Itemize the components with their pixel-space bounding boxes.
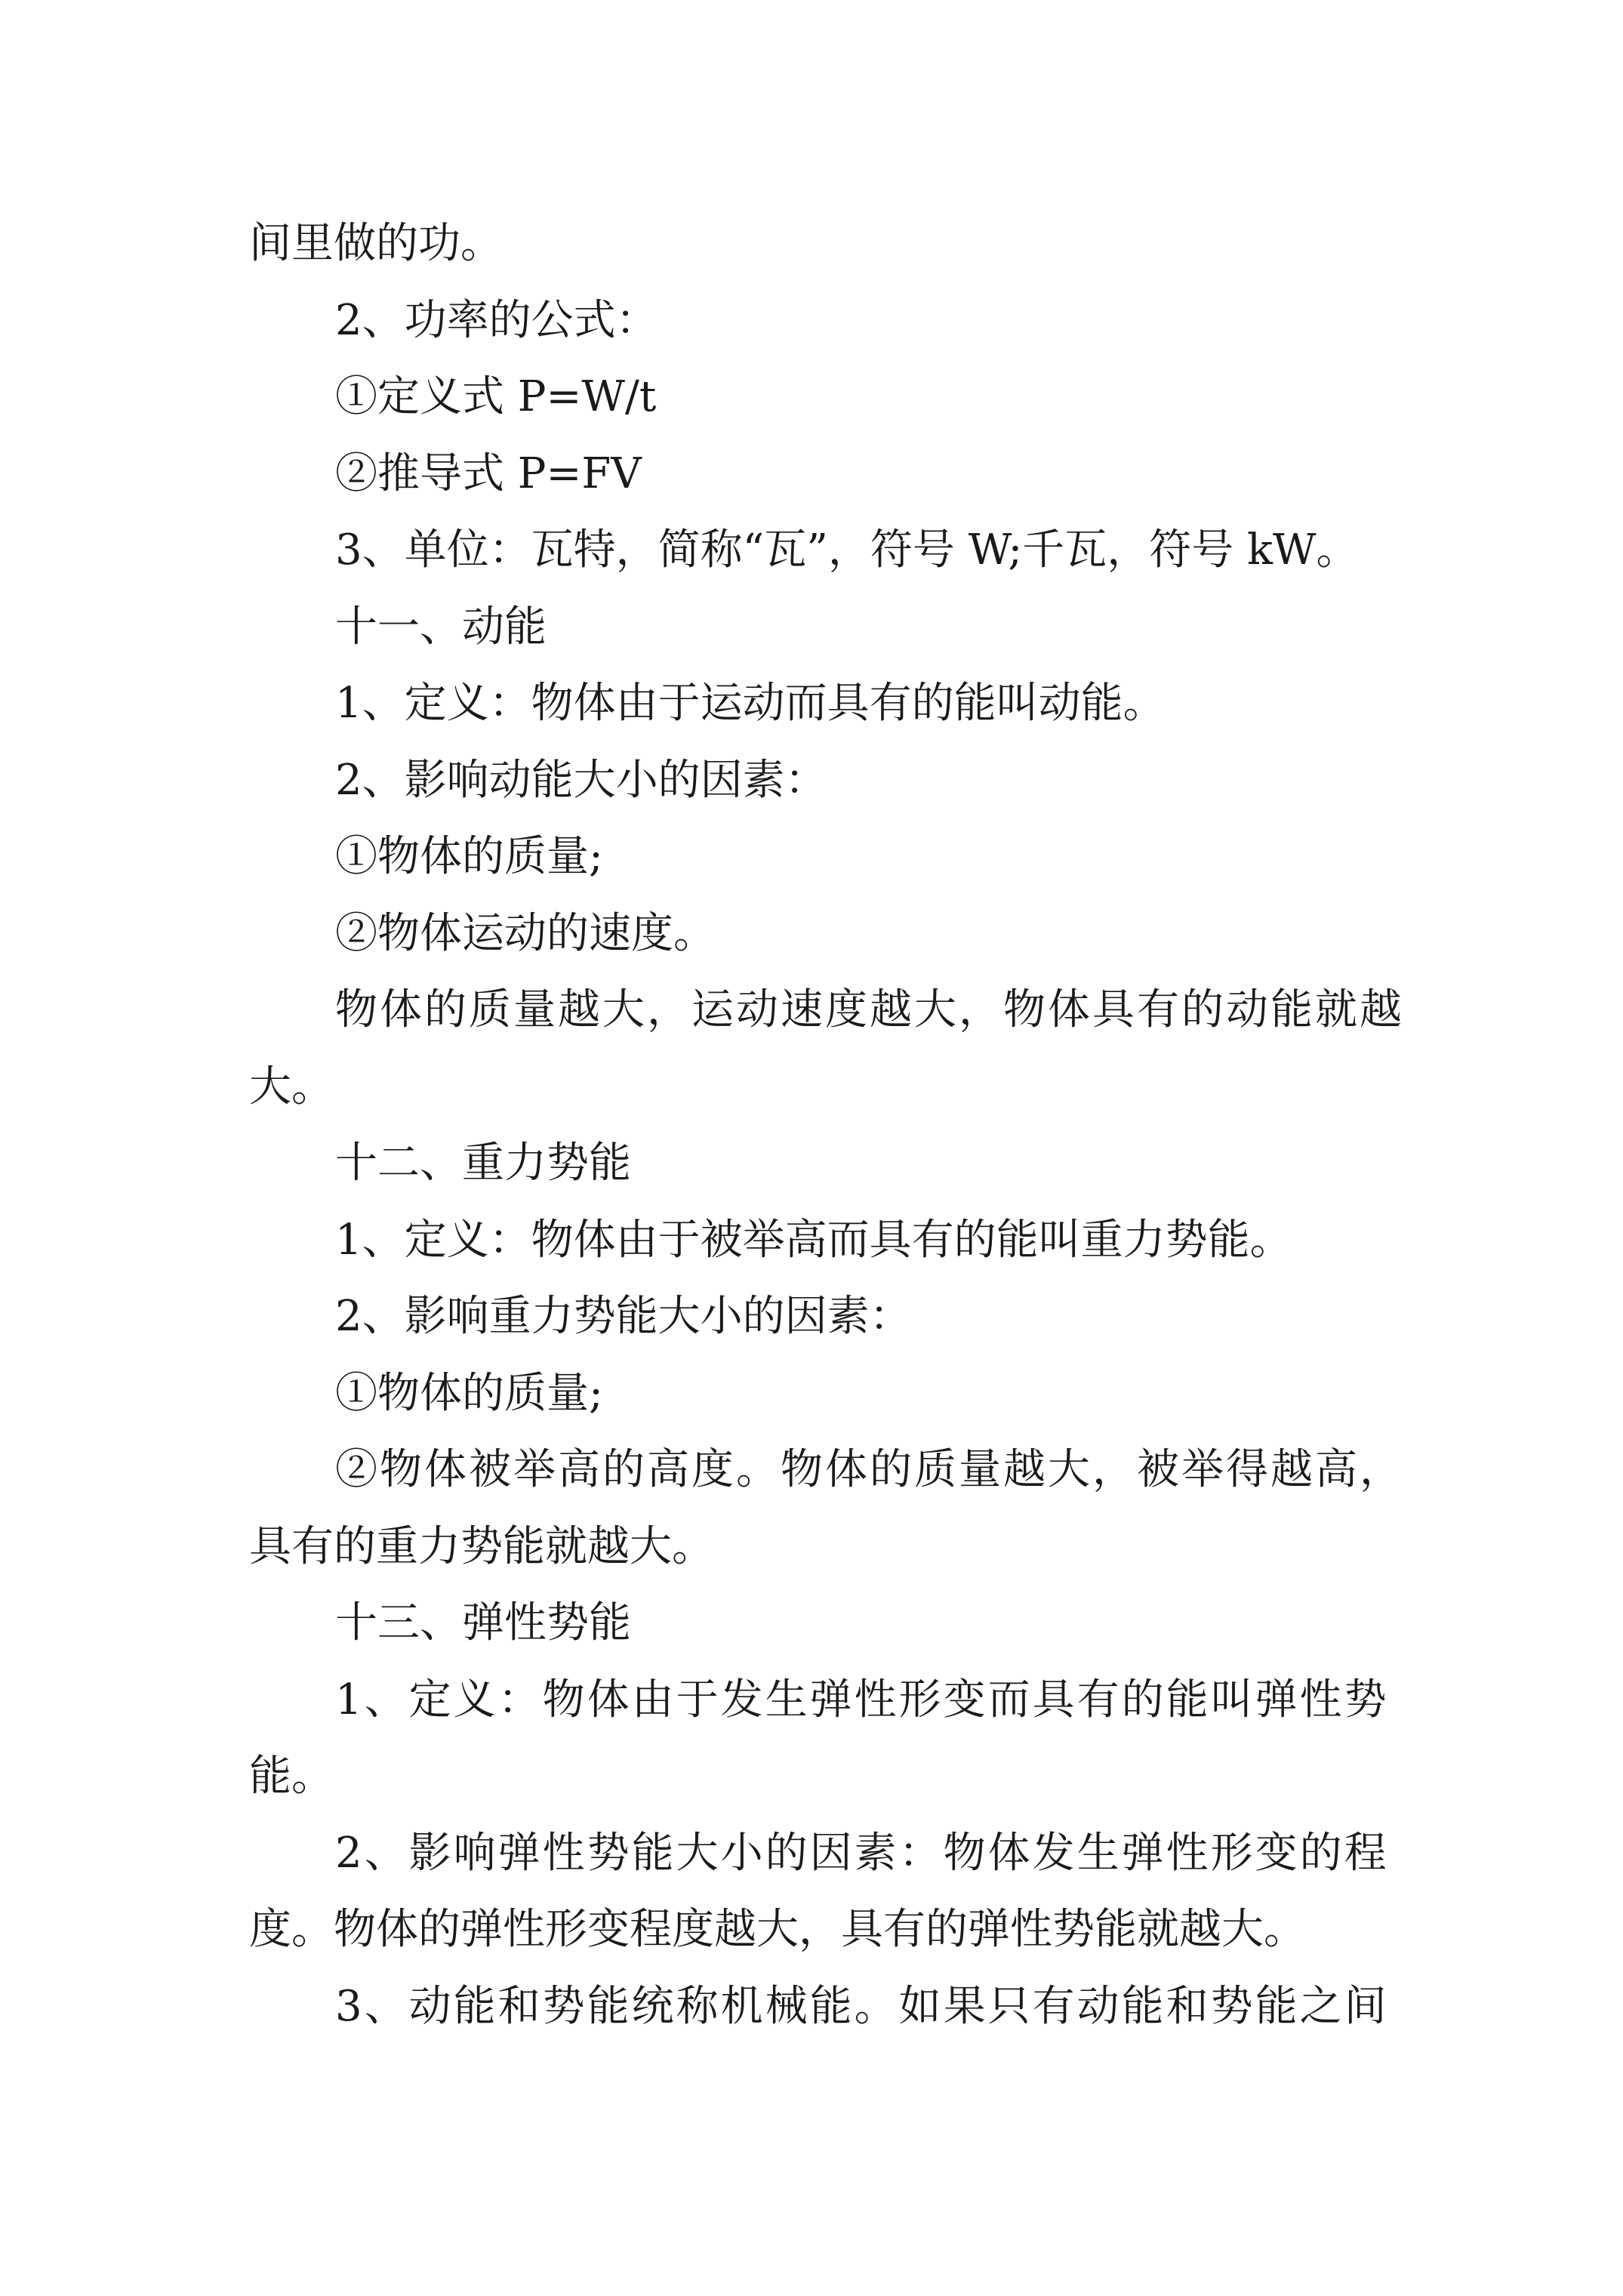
text-line-8: 2、影响动能大小的因素： (335, 755, 827, 805)
text-line-24: 3、动能和势能统称机械能。如果只有动能和势能之间 (335, 1981, 1389, 2031)
text-line-2: 2、功率的公式： (335, 295, 658, 345)
text-line-7: 1、定义：物体由于运动而具有的能叫动能。 (335, 679, 1166, 728)
text-line-4: ②推导式 P=FV (335, 448, 642, 498)
text-line-5: 3、单位：瓦特，简称“瓦”，符号 W;千瓦，符号 kW。 (335, 525, 1359, 575)
text-line-21: 能。 (249, 1752, 334, 1801)
text-line-22: 2、影响弹性势能大小的因素：物体发生弹性形变的程 (335, 1828, 1389, 1878)
text-line-17: ②物体被举高的高度。物体的质量越大，被举得越高， (335, 1445, 1404, 1494)
text-line-18: 具有的重力势能就越大。 (249, 1521, 714, 1571)
document-body (249, 205, 1404, 2045)
text-line-20: 1、定义：物体由于发生弹性形变而具有的能叫弹性势 (335, 1675, 1389, 1724)
text-line-1: 间里做的功。 (249, 219, 503, 268)
text-line-12: 大。 (249, 1062, 334, 1111)
section-heading-elastic-potential-energy: 十三、弹性势能 (335, 1598, 631, 1647)
section-heading-gravitational-potential-energy: 十二、重力势能 (335, 1139, 631, 1188)
text-line-9: ①物体的质量; (335, 832, 603, 881)
text-line-23: 度。物体的弹性形变程度越大，具有的弹性势能就越大。 (249, 1905, 1306, 1954)
text-line-14: 1、定义：物体由于被举高而具有的能叫重力势能。 (335, 1215, 1292, 1265)
section-heading-kinetic-energy: 十一、动能 (335, 602, 547, 652)
text-line-3: ①定义式 P=W/t (335, 372, 657, 421)
text-line-11: 物体的质量越大，运动速度越大，物体具有的动能就越 (335, 985, 1404, 1034)
text-line-15: 2、影响重力势能大小的因素： (335, 1292, 912, 1341)
text-line-10: ②物体运动的速度。 (335, 908, 716, 958)
text-line-16: ①物体的质量; (335, 1368, 603, 1418)
